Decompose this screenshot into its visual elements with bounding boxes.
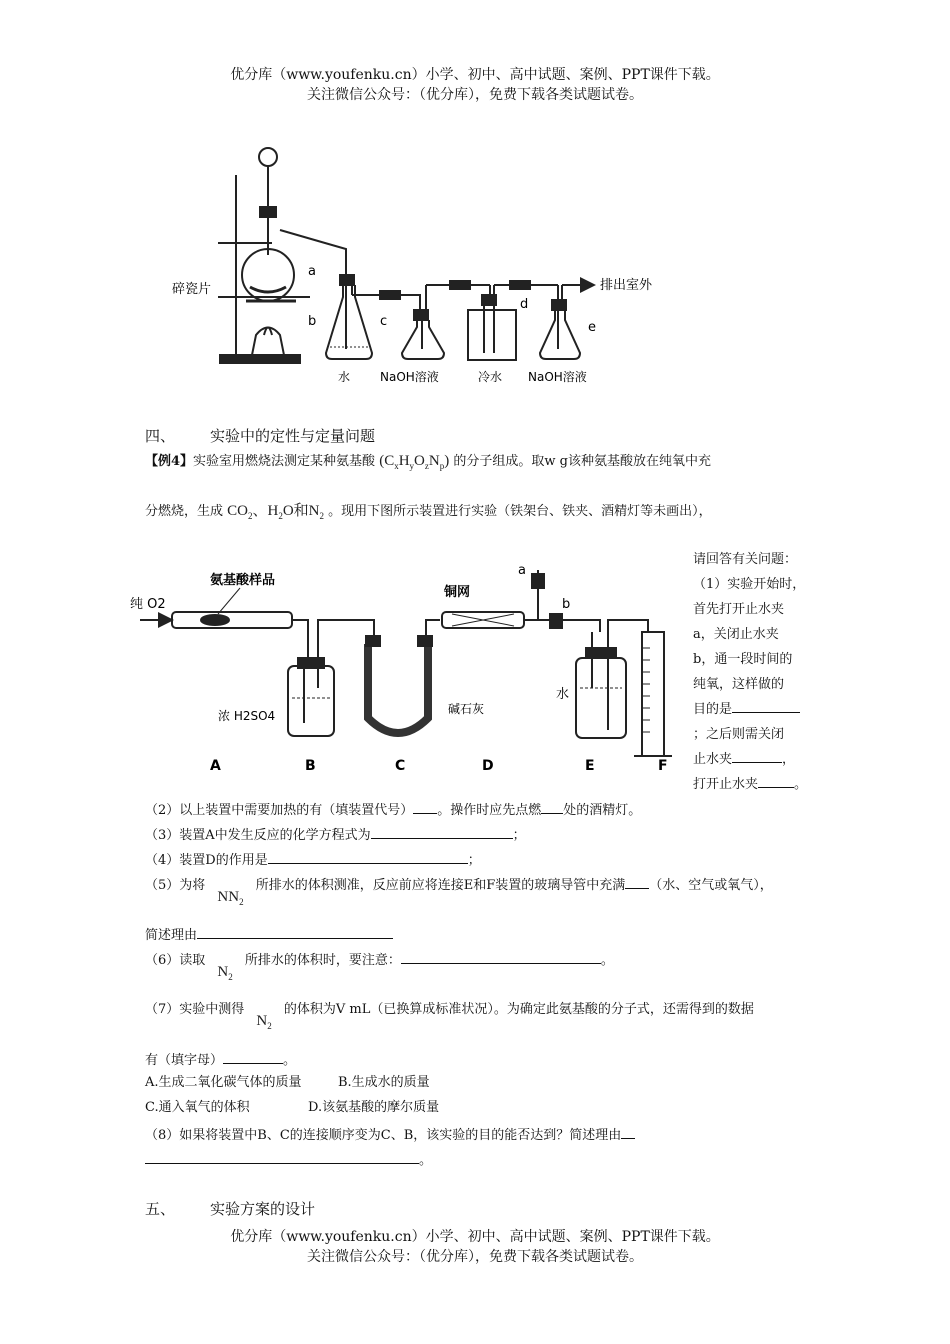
bottle-E — [576, 658, 626, 738]
label-copper: 铜网 — [444, 585, 471, 600]
label-exhaust: 排出室外 — [600, 278, 653, 293]
blank-8-reason[interactable] — [145, 1150, 419, 1164]
q5-text-b: 所排水的体积测准，反应前应将连接E和F装置的玻璃导管中充满 — [255, 878, 626, 893]
label-E: E — [585, 758, 595, 774]
q3-text-a: （3）装置A中发生反应的化学方程式为 — [145, 828, 371, 843]
blank-5-reason[interactable] — [197, 925, 393, 939]
label-d: d — [520, 297, 529, 312]
side-l6: 纯氧，这样做的 — [693, 677, 785, 692]
blank-1-purpose[interactable] — [732, 699, 800, 713]
q6-text-b: 所排水的体积时，要注意： — [244, 953, 401, 968]
n2-formula-7: $N_2$ — [256, 1013, 272, 1031]
example-line-2 — [145, 502, 712, 525]
q7-text-b: 的体积为V mL（已换算成标准状况）。为确定此氨基酸的分子式，还需得到的数据 — [283, 1002, 754, 1017]
side-l10a: 打开止水夹 — [693, 777, 759, 792]
side-l7: 目的是 — [693, 702, 733, 717]
q5-text-d: 简述理由 — [145, 928, 198, 943]
section-4-number: 四、 — [145, 427, 176, 445]
label-coldwater: 冷水 — [478, 370, 503, 384]
option-A: A.生成二氧化碳气体的质量 — [145, 1075, 302, 1090]
side-l2: （1）实验开始时， — [693, 577, 806, 592]
example-intro-1: 实验室用燃烧法测定某种氨基酸 — [193, 454, 376, 469]
label-pure-o2: 纯 O2 — [130, 597, 166, 612]
stand-base — [220, 355, 300, 363]
question-2 — [145, 800, 641, 820]
cylinder-F — [642, 632, 664, 756]
example-line2a: 分燃烧，生成 — [145, 504, 224, 519]
side-l5: b，通一段时间的 — [693, 652, 793, 667]
u-tube-C — [368, 644, 428, 733]
n2-formula-5: $NN_2$ — [217, 889, 244, 907]
q5-text-c: （水、空气或氧气）， — [649, 878, 773, 893]
side-l3: 首先打开止水夹 — [693, 602, 785, 617]
label-D: D — [482, 758, 494, 774]
label-F: F — [658, 758, 668, 774]
label-b: b — [308, 314, 317, 329]
blank-8-start[interactable] — [621, 1125, 635, 1139]
label-B: B — [305, 758, 316, 774]
side-l8: ；之后则需关闭 — [693, 727, 785, 742]
side-text — [693, 547, 813, 797]
label-clip-a: a — [518, 563, 526, 578]
question-8 — [145, 1125, 635, 1145]
question-7-answer — [145, 1050, 296, 1070]
label-conc: 浓 H2SO4 — [218, 709, 276, 723]
example-intro-2: 的分子组成。取w g该种氨基酸放在纯氧中充 — [453, 454, 711, 469]
amino-formula: $(C_xH_yO_zN_p)$ — [379, 453, 450, 471]
footer-line-1: 优分库（www.youfenku.cn）小学、初中、高中试题、案例、PPT课件下载。 — [230, 1229, 720, 1245]
label-water: 水 — [338, 370, 351, 384]
clip-b-shape — [550, 614, 562, 628]
blank-2-first-lamp[interactable] — [541, 800, 563, 814]
label-soda-lime: 碱石灰 — [448, 702, 485, 716]
header-line-1: 优分库（www.youfenku.cn）小学、初中、高中试题、案例、PPT课件下载。 — [230, 67, 720, 83]
clip-a-shape — [532, 574, 544, 588]
example-line-1 — [145, 452, 711, 475]
label-clip-b: b — [562, 597, 571, 612]
products-formula: $CO_2$、$H_2O$和$N_2$ — [227, 503, 325, 521]
question-4 — [145, 850, 481, 870]
option-B: B.生成水的质量 — [338, 1075, 430, 1090]
blank-7-data[interactable] — [223, 1050, 283, 1064]
q8-text-a: （8）如果将装置中B、C的连接顺序变为C、B，该实验的目的能否达到？简述理由 — [145, 1128, 622, 1143]
q6-text-c: 。 — [600, 953, 614, 968]
q2-text-a: （2）以上装置中需要加热的有（填装置代号） — [145, 803, 414, 818]
funnel-bulb — [259, 148, 277, 166]
blank-1-open-clip[interactable] — [758, 774, 794, 788]
option-C: C.通入氧气的体积 — [145, 1100, 250, 1115]
q3-text-b: ； — [512, 828, 526, 843]
tube-A — [172, 612, 292, 628]
q6-text-a: （6）读取 — [145, 953, 206, 968]
example-line2b: 。现用下图所示装置进行实验（铁架台、铁夹、酒精灯等未画出）， — [328, 504, 712, 519]
q7-text-a: （7）实验中测得 — [145, 1002, 245, 1017]
label-a: a — [308, 264, 316, 279]
burner — [252, 328, 284, 356]
option-D: D.该氨基酸的摩尔质量 — [308, 1100, 440, 1115]
header-line-2: 关注微信公众号：（优分库），免费下载各类试题试卷。 — [307, 87, 643, 103]
question-3 — [145, 825, 526, 845]
blank-3-equation[interactable] — [371, 825, 513, 839]
blank-4-device-d[interactable] — [268, 850, 468, 864]
flask-b — [326, 285, 372, 359]
section-5-number: 五、 — [145, 1200, 176, 1218]
side-l9a: 止水夹 — [693, 752, 733, 767]
bottle-B — [288, 666, 334, 736]
label-e: e — [588, 320, 596, 335]
side-l9b: ， — [782, 752, 796, 767]
blank-2-devices[interactable] — [413, 800, 437, 814]
n2-formula-6: $N_2$ — [217, 964, 233, 982]
section-5-title: 实验方案的设计 — [210, 1200, 316, 1218]
side-l1: 请回答有关问题： — [693, 552, 798, 567]
figure-apparatus-1 — [160, 135, 700, 390]
figure-apparatus-2 — [130, 548, 690, 778]
section-4-title: 实验中的定性与定量问题 — [210, 427, 376, 445]
blank-1-close-clip[interactable] — [732, 749, 782, 763]
question-7 — [145, 1000, 754, 1031]
beaker-d — [468, 310, 516, 360]
q7-text-c: 有（填字母） — [145, 1053, 224, 1068]
q4-text-b: ； — [467, 853, 481, 868]
example-tag: 【例4】 — [145, 454, 194, 469]
label-sample: 氨基酸样品 — [210, 573, 276, 588]
flask-e — [540, 310, 580, 359]
q2-text-c: 处的酒精灯。 — [563, 803, 642, 818]
question-5-reason — [145, 925, 393, 945]
footer-line-2: 关注微信公众号：（优分库），免费下载各类试题试卷。 — [307, 1249, 643, 1265]
question-8-line-2 — [145, 1150, 432, 1170]
side-l4: a，关闭止水夹 — [693, 627, 779, 642]
label-A: A — [210, 758, 221, 774]
question-6 — [145, 950, 614, 982]
label-C: C — [395, 758, 406, 774]
label-naoh-1: NaOH溶液 — [380, 370, 439, 384]
q8-text-b: 。 — [419, 1153, 433, 1168]
question-5 — [145, 875, 773, 907]
q4-text-a: （4）装置D的作用是 — [145, 853, 268, 868]
blank-5-fill[interactable] — [625, 875, 649, 889]
q2-text-b: 。操作时应先点燃 — [437, 803, 542, 818]
q5-text-a: （5）为将 — [145, 878, 206, 893]
label-suipian: 碎瓷片 — [172, 282, 212, 297]
label-water-E: 水 — [556, 687, 570, 702]
q7-text-d: 。 — [283, 1053, 297, 1068]
side-l10b: 。 — [794, 777, 808, 792]
label-naoh-2: NaOH溶液 — [528, 370, 587, 384]
blank-6-notice[interactable] — [401, 950, 601, 964]
label-c: c — [380, 314, 388, 329]
